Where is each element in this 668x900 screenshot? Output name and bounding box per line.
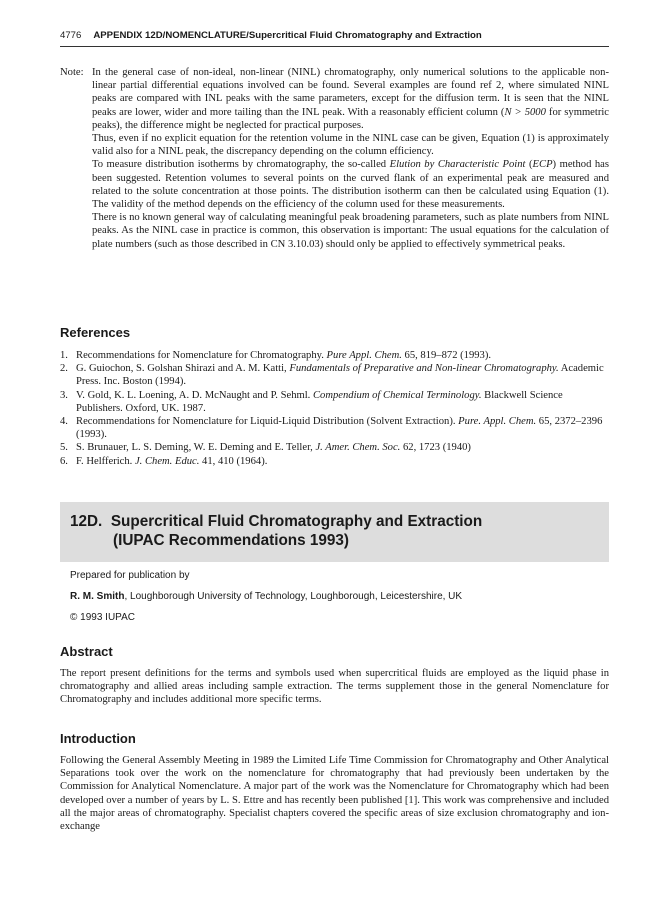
author-line (70, 591, 462, 602)
reference-item: 2. G. Guiochon, S. Golshan Shirazi and A. M. Katti, Fundamentals of Preparative and Non-linear Chromatography. Academic Press. Inc. Boston (1994). (60, 363, 604, 388)
section-title-band (60, 502, 609, 562)
reference-number: 4. (60, 416, 68, 428)
note-paragraph-2: Thus, even if no explicit equation for the retention volume in the NINL case can be given, Equation (1) is approximately valid also for a NINL peak, the discrepancy depending on the column efficiency. (92, 133, 609, 158)
abstract-heading: Abstract (60, 644, 113, 659)
reference-item: 4. Recommendations for Nomenclature for Liquid-Liquid Distribution (Solvent Extraction). Pure. Appl. Chem. 65, 2372–2396 (1993). (60, 416, 603, 441)
note-paragraph-4: There is no known general way of calculating meaningful peak broadening parameters, such as plate numbers from NINL peaks. As the NINL case in practice is common, this observation is important: The usual equations for the calculation of plate numbers (such as those described in CN 3.10.03) should only be applied to effectively symmetrical peaks. (92, 212, 609, 250)
references-heading: References (60, 325, 131, 340)
note-math: N > 5000 (504, 106, 546, 118)
author-affiliation: , Loughborough University of Technology, Loughborough, Leicestershire, UK (124, 591, 463, 602)
reference-item: 5. S. Brunauer, L. S. Deming, W. E. Deming and E. Teller, J. Amer. Chem. Soc. 62, 1723 (1940) (60, 442, 471, 454)
reference-number: 5. (60, 442, 68, 454)
copyright: © 1993 IUPAC (70, 612, 135, 623)
abstract-text: The report present definitions for the terms and symbols used when supercritical fluids are employed as the liquid phase in chromatography and allied areas including sample extraction. The terms supplement those in the general Nomenclature for Chromatography and includes additional more specific terms. (60, 668, 609, 706)
page-number: 4776 (60, 30, 82, 41)
section-title-line1: Supercritical Fluid Chromatography and Extraction (110, 513, 483, 530)
section-title-line2: (IUPAC Recommendations 1993) (113, 532, 350, 549)
introduction-heading: Introduction (60, 731, 136, 746)
reference-item: 6. F. Helfferich. J. Chem. Educ. 41, 410 (1964). (60, 455, 268, 467)
note-block (60, 66, 609, 251)
reference-item: 1. Recommendations for Nomenclature for Chromatography. Pure Appl. Chem. 65, 819–872 (1993). (60, 350, 492, 361)
reference-item: 3. V. Gold, K. L. Loening, A. D. McNaught and P. Sehml. Compendium of Chemical Terminology. Blackwell Science Publishers. Oxford, UK. 1987. (60, 389, 563, 414)
note-paragraph-3: To measure distribution isotherms by chromatography, the so-called Elution by Characteristic Point (ECP) method has been suggested. Retention volumes to several points on the curved flank of an experimental peak are measured and related to the solute concentration at those points. The distribution isotherm can then be calculated using Equation (1). The validity of the method depends on the efficiency of the column used for these measurements. (92, 159, 609, 211)
section-number: 12D. (70, 513, 103, 530)
running-title: APPENDIX 12D/NOMENCLATURE/Supercritical Fluid Chromatography and Extraction (93, 30, 482, 41)
reference-number: 6. (60, 455, 68, 467)
prepared-for-publication: Prepared for publication by (70, 570, 190, 581)
reference-number: 1. (60, 350, 68, 361)
introduction-text: Following the General Assembly Meeting in 1989 the Limited Life Time Commission for Chromatography and Other Analytical Separations took over the work on the nomenclature for chromatography that had previously been undertaken by the Commission for Analytical Nomenclature. A major part of the work was the Nomenclature for Chromatography which had been developed over a number of years by L. S. Ettre and has recently been published [1]. This work was comprehensive and included all the major areas of chromatography. Specialist chapters covered the specific areas of size exclusion chromatography and ion-exchange (60, 755, 609, 833)
reference-number: 2. (60, 363, 68, 375)
note-paragraph-1: In the general case of non-ideal, non-linear (NINL) chromatography, only numerical solutions to the applicable non-linear partial differential equations involved can be found. Several examples are found ref 2, where simulated NINL peaks are compared with INL peaks with the same parameters, except for the diffusion term. It is seen that the NINL peaks are lower, wider and more tailing than the INL peak. With a reasonably efficient column (N > 5000 for symmetric peaks), the difference might be neglected for practical purposes. (92, 67, 609, 131)
note-label: Note: (60, 67, 84, 78)
references-list (60, 349, 609, 468)
running-header (60, 30, 609, 47)
reference-number: 3. (60, 389, 68, 401)
author-name: R. M. Smith (70, 591, 125, 602)
section-title (70, 512, 482, 550)
